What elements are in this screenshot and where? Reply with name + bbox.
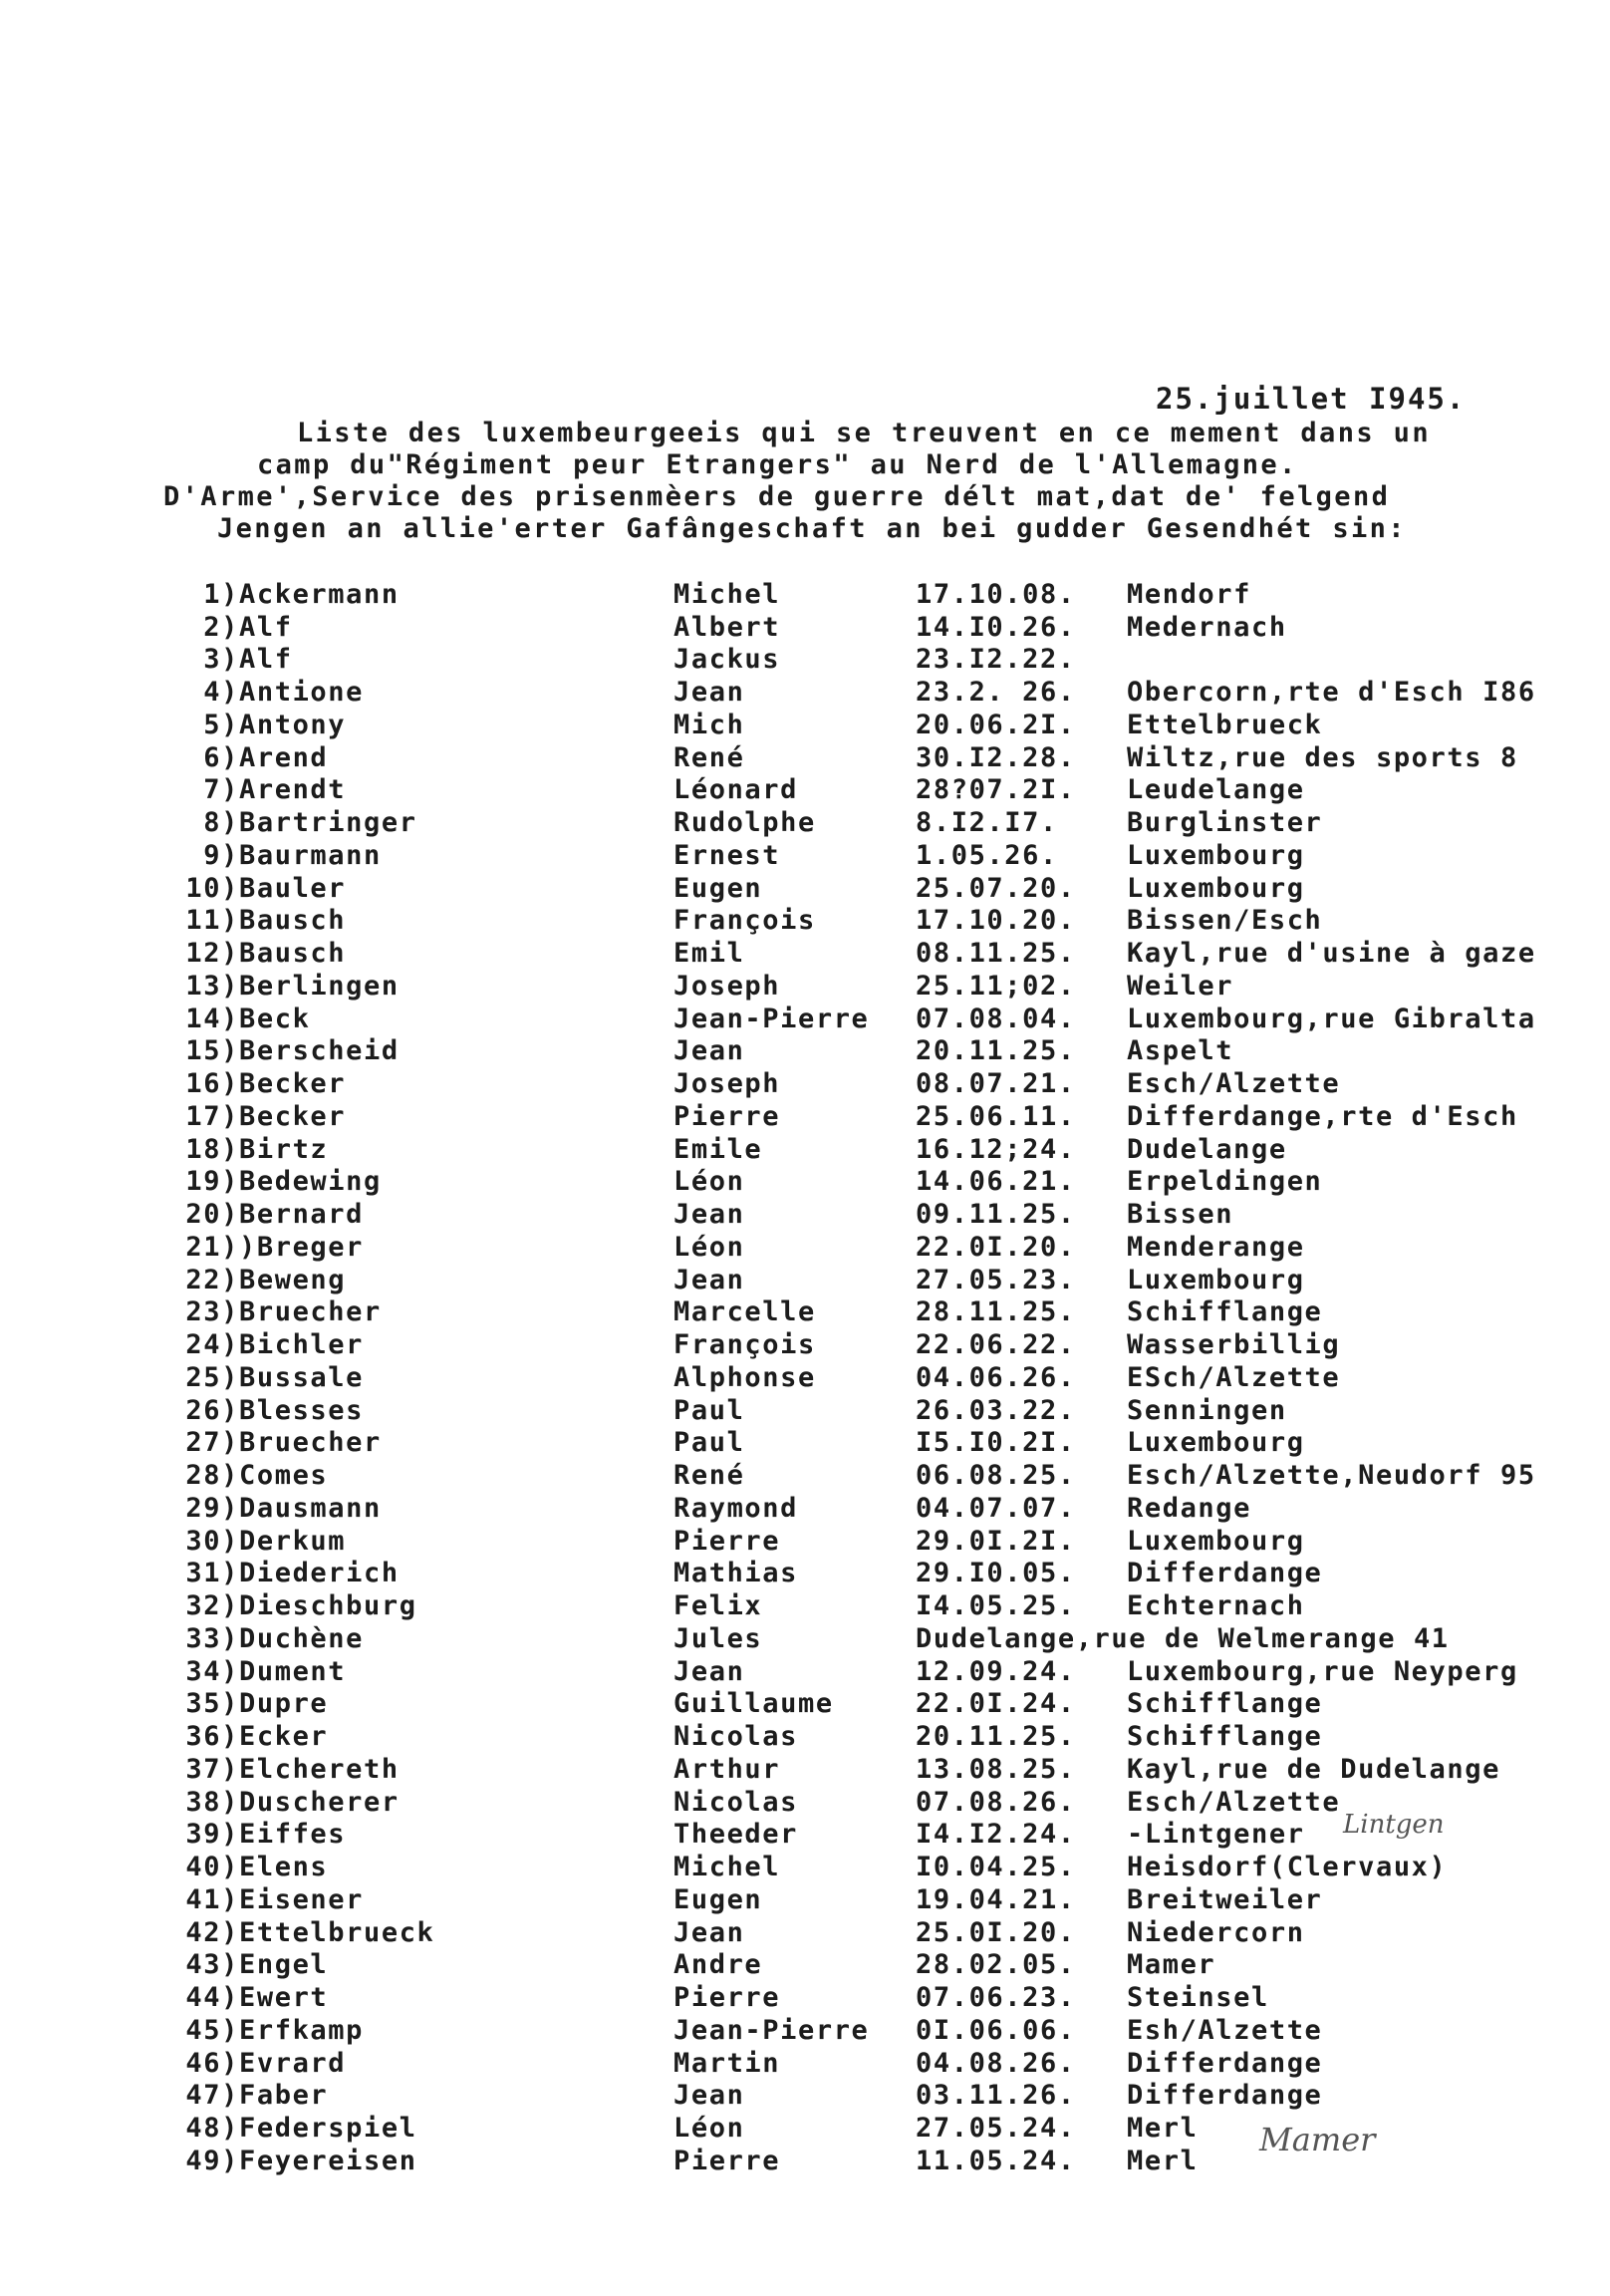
list-row <box>149 872 1595 905</box>
entry-birthdate: 20.11.25. <box>916 1721 1076 1753</box>
entry-number: 40) <box>185 1852 239 1883</box>
entry-firstname: François <box>673 905 816 937</box>
entry-number: 11) <box>185 905 239 937</box>
entry-surname: Beck <box>239 1003 311 1034</box>
entry-surname: Eisener <box>239 1883 364 1915</box>
entry-surname: Duscherer <box>239 1786 400 1818</box>
entry-firstname: Jean <box>673 1199 745 1231</box>
entry-number: 32) <box>185 1590 239 1622</box>
entry-birthdate: 08.11.25. <box>916 938 1076 970</box>
entry-firstname: Jean <box>673 677 745 709</box>
entry-number: 35) <box>185 1688 239 1720</box>
entry-birthdate: 03.11.26. <box>916 2080 1076 2112</box>
entry-number: 36) <box>185 1721 239 1753</box>
entry-birthdate: I4.05.25. <box>916 1590 1076 1622</box>
entry-residence: Luxembourg <box>1127 872 1305 904</box>
entry-surname: Dupre <box>239 1688 329 1720</box>
entry-firstname: Nicolas <box>673 1786 798 1818</box>
entry-surname: Bartringer <box>239 807 417 839</box>
entry-residence: Luxembourg,rue Neyperg <box>1127 1655 1518 1687</box>
entry-firstname: Theeder <box>673 1819 798 1851</box>
entry-residence: Obercorn,rte d'Esch I86 <box>1127 677 1536 709</box>
entry-surname: Bussale <box>239 1361 364 1393</box>
entry-birthdate: 07.08.26. <box>916 1786 1076 1818</box>
entry-surname: Baurmann <box>239 839 382 871</box>
entry-surname: Engel <box>239 1949 329 1981</box>
entry-surname: Beweng <box>239 1264 347 1295</box>
entry-birthdate: 07.08.04. <box>916 1003 1076 1034</box>
entry-number: 28) <box>185 1460 239 1492</box>
entry-birthdate: 28.02.05. <box>916 1949 1076 1981</box>
entry-number: 17) <box>185 1100 239 1132</box>
list-row <box>149 2047 1595 2080</box>
list-row <box>149 1720 1595 1753</box>
list-row <box>149 1361 1595 1394</box>
entry-birthdate: 25.0I.20. <box>916 1916 1076 1948</box>
entry-birthdate: 14.I0.26. <box>916 611 1076 643</box>
entry-firstname: Felix <box>673 1590 763 1622</box>
entry-firstname: Jean <box>673 1655 745 1687</box>
list-row <box>149 2080 1595 2113</box>
entry-surname: Bausch <box>239 938 347 970</box>
entry-residence <box>1127 644 1595 677</box>
entry-surname: Ackermann <box>239 578 400 610</box>
list-row <box>149 1753 1595 1786</box>
list-row <box>149 644 1595 677</box>
entry-birthdate: 26.03.22. <box>916 1394 1076 1426</box>
entry-surname: Antione <box>239 677 364 709</box>
entry-birthdate: 16.12;24. <box>916 1133 1076 1165</box>
entry-birthdate: 8.I2.I7. <box>916 807 1058 839</box>
entry-residence: Luxembourg,rue Gibralta <box>1127 1003 1536 1034</box>
entry-residence: Merl <box>1127 2113 1199 2145</box>
list-row <box>149 774 1595 807</box>
entry-firstname: Marcelle <box>673 1296 816 1328</box>
entry-firstname: Pierre <box>673 1982 781 2014</box>
entry-firstname: Jean-Pierre <box>673 1003 870 1034</box>
entry-birthdate: 08.07.21. <box>916 1068 1076 1100</box>
entry-birthdate: I5.I0.2I. <box>916 1427 1076 1459</box>
header-line-1: Liste des luxembeurgeeis qui se treuvent en ce mement dans un <box>297 418 1431 448</box>
entry-surname: Bausch <box>239 905 347 937</box>
entry-birthdate: 1.05.26. <box>916 839 1058 871</box>
entry-birthdate: 25.06.11. <box>916 1100 1076 1132</box>
list-row <box>149 1166 1595 1199</box>
entry-birthdate: 14.06.21. <box>916 1166 1076 1198</box>
list-row <box>149 1394 1595 1427</box>
entry-residence: Differdange <box>1127 1558 1323 1589</box>
list-row <box>149 839 1595 872</box>
entry-birthdate: 27.05.24. <box>916 2113 1076 2145</box>
entry-residence: Wiltz,rue des sports 8 <box>1127 741 1518 773</box>
entry-number: 46) <box>185 2047 239 2079</box>
entry-surname: Arendt <box>239 774 347 806</box>
list-row <box>149 1264 1595 1296</box>
entry-number: 43) <box>185 1949 239 1981</box>
list-row <box>149 1328 1595 1361</box>
entry-surname: Berscheid <box>239 1035 400 1067</box>
list-row <box>149 2112 1595 2145</box>
entry-birthdate: Dudelange,rue de Welmerange 41 <box>916 1622 1450 1654</box>
entry-birthdate: 30.I2.28. <box>916 741 1076 773</box>
entry-birthdate: 07.06.23. <box>916 1982 1076 2014</box>
entry-surname: Becker <box>239 1100 347 1132</box>
list-row <box>149 1622 1595 1655</box>
entry-birthdate: 09.11.25. <box>916 1199 1076 1231</box>
entry-firstname: Michel <box>673 578 781 610</box>
list-row <box>149 1655 1595 1688</box>
document-date: 25.juillet I945. <box>1156 382 1467 416</box>
entry-number: 33) <box>185 1622 239 1654</box>
entry-number: 2) <box>203 611 239 643</box>
entry-residence: Steinsel <box>1127 1982 1269 2014</box>
entry-residence: Menderange <box>1127 1231 1305 1263</box>
entry-birthdate: 23.I2.22. <box>916 644 1076 676</box>
entry-residence: Bissen <box>1127 1199 1234 1231</box>
entry-residence: Aspelt <box>1127 1035 1234 1067</box>
entry-birthdate: 13.08.25. <box>916 1753 1076 1785</box>
entry-residence: Differdange,rte d'Esch <box>1127 1100 1518 1132</box>
entry-surname: Antony <box>239 709 347 740</box>
entry-surname: Erfkamp <box>239 2014 364 2046</box>
entry-firstname: Jean <box>673 1035 745 1067</box>
list-row <box>149 806 1595 839</box>
entry-firstname: Mathias <box>673 1558 798 1589</box>
entry-residence: Esch/Alzette <box>1127 1786 1341 1818</box>
entry-firstname: Albert <box>673 611 781 643</box>
entry-firstname: Léon <box>673 2113 745 2145</box>
entry-number: 10) <box>185 872 239 904</box>
entry-residence: Differdange <box>1127 2047 1323 2079</box>
entry-firstname: Jules <box>673 1622 763 1654</box>
entry-number: 31) <box>185 1558 239 1589</box>
entry-surname: Bichler <box>239 1329 364 1361</box>
entry-surname: Dieschburg <box>239 1590 417 1622</box>
entry-residence: Heisdorf(Clervaux) <box>1127 1852 1448 1883</box>
entry-surname: Duchène <box>239 1622 364 1654</box>
entry-surname: Diederich <box>239 1558 400 1589</box>
entry-birthdate: 19.04.21. <box>916 1883 1076 1915</box>
entry-residence: Breitweiler <box>1127 1883 1323 1915</box>
entry-surname: Federspiel <box>239 2113 417 2145</box>
entry-residence: Esh/Alzette <box>1127 2014 1323 2046</box>
entry-number: 21) <box>185 1231 239 1263</box>
entry-surname: Ecker <box>239 1721 329 1753</box>
list-row <box>149 1035 1595 1068</box>
entry-number: 6) <box>203 741 239 773</box>
entry-number: 37) <box>185 1753 239 1785</box>
entry-birthdate: 25.07.20. <box>916 872 1076 904</box>
entry-residence: Ettelbrueck <box>1127 709 1323 740</box>
list-row <box>149 709 1595 741</box>
entry-number: 29) <box>185 1492 239 1524</box>
entry-firstname: François <box>673 1329 816 1361</box>
entry-surname: Dausmann <box>239 1492 382 1524</box>
entry-surname: Bauler <box>239 872 347 904</box>
list-row <box>149 1427 1595 1460</box>
entry-firstname: Léon <box>673 1231 745 1263</box>
entry-birthdate: 04.06.26. <box>916 1361 1076 1393</box>
entry-firstname: Mich <box>673 709 745 740</box>
entry-number: 26) <box>185 1394 239 1426</box>
entry-birthdate: 0I.06.06. <box>916 2014 1076 2046</box>
entry-birthdate: 28?07.2I. <box>916 774 1076 806</box>
list-row <box>149 611 1595 644</box>
entry-firstname: Guillaume <box>673 1688 834 1720</box>
entry-surname: Evrard <box>239 2047 347 2079</box>
entry-surname: Derkum <box>239 1525 347 1557</box>
entry-birthdate: 20.11.25. <box>916 1035 1076 1067</box>
entry-number: 14) <box>185 1003 239 1034</box>
list-row <box>149 741 1595 774</box>
entry-residence: Kayl,rue de Dudelange <box>1127 1753 1500 1785</box>
entry-residence: Schifflange <box>1127 1721 1323 1753</box>
entry-number: 30) <box>185 1525 239 1557</box>
entry-number: 12) <box>185 938 239 970</box>
entry-firstname: Andre <box>673 1949 763 1981</box>
entry-residence: Burglinster <box>1127 807 1323 839</box>
entry-firstname: Raymond <box>673 1492 798 1524</box>
prisoner-list <box>149 578 1595 2177</box>
list-row <box>149 2014 1595 2047</box>
entry-birthdate: 22.06.22. <box>916 1329 1076 1361</box>
entry-number: 44) <box>185 1982 239 2014</box>
entry-residence: Bissen/Esch <box>1127 905 1323 937</box>
list-row <box>149 1981 1595 2014</box>
entry-firstname: Jean <box>673 1916 745 1948</box>
entry-residence: Luxembourg <box>1127 1525 1305 1557</box>
entry-firstname: Pierre <box>673 1525 781 1557</box>
entry-birthdate: 29.I0.05. <box>916 1558 1076 1589</box>
entry-firstname: Emile <box>673 1133 763 1165</box>
entry-firstname: Eugen <box>673 872 763 904</box>
entry-residence: Weiler <box>1127 970 1234 1002</box>
entry-residence: ESch/Alzette <box>1127 1361 1341 1393</box>
entry-number: 9) <box>203 839 239 871</box>
entry-birthdate: 17.10.20. <box>916 905 1076 937</box>
entry-firstname: Paul <box>673 1427 745 1459</box>
entry-birthdate: I0.04.25. <box>916 1852 1076 1883</box>
header-line-2: camp du"Régiment peur Etrangers" au Nerd de l'Allemagne. <box>257 449 1298 480</box>
entry-residence: Echternach <box>1127 1590 1305 1622</box>
header-line-4: Jengen an allie'erter Gafângeschaft an bei gudder Gesendhét sin: <box>217 513 1407 544</box>
entry-residence: Mamer <box>1127 1949 1216 1981</box>
entry-birthdate: 04.08.26. <box>916 2047 1076 2079</box>
entry-residence: Luxembourg <box>1127 1427 1305 1459</box>
entry-number: 34) <box>185 1655 239 1687</box>
entry-firstname: Michel <box>673 1852 781 1883</box>
entry-number: 16) <box>185 1068 239 1100</box>
entry-residence: Mendorf <box>1127 578 1251 610</box>
entry-firstname: Léon <box>673 1166 745 1198</box>
list-row <box>149 1883 1595 1916</box>
entry-surname: Bruecher <box>239 1427 382 1459</box>
entry-firstname: Jackus <box>673 644 781 676</box>
entry-number: 1) <box>203 578 239 610</box>
entry-firstname: Paul <box>673 1394 745 1426</box>
entry-number: 48) <box>185 2113 239 2145</box>
entry-firstname: Rudolphe <box>673 807 816 839</box>
entry-number: 23) <box>185 1296 239 1328</box>
list-row <box>149 2145 1595 2177</box>
list-row <box>149 1296 1595 1329</box>
entry-birthdate: 12.09.24. <box>916 1655 1076 1687</box>
entry-surname: Berlingen <box>239 970 400 1002</box>
entry-firstname: Ernest <box>673 839 781 871</box>
entry-firstname: Jean-Pierre <box>673 2014 870 2046</box>
entry-firstname: Léonard <box>673 774 798 806</box>
entry-birthdate: 11.05.24. <box>916 2145 1076 2176</box>
list-row <box>149 1589 1595 1622</box>
list-row <box>149 1133 1595 1166</box>
entry-number: 39) <box>185 1819 239 1851</box>
entry-residence: Luxembourg <box>1127 839 1305 871</box>
entry-surname: Bedewing <box>239 1166 382 1198</box>
entry-firstname: Emil <box>673 938 745 970</box>
list-row <box>149 1067 1595 1100</box>
entry-number: 8) <box>203 807 239 839</box>
list-row <box>149 1949 1595 1982</box>
list-row <box>149 1003 1595 1035</box>
entry-firstname: René <box>673 741 745 773</box>
entry-number: 25) <box>185 1361 239 1393</box>
list-row <box>149 1525 1595 1558</box>
entry-surname: Elchereth <box>239 1753 400 1785</box>
entry-number: 49) <box>185 2145 239 2176</box>
entry-number: 15) <box>185 1035 239 1067</box>
entry-number: 41) <box>185 1883 239 1915</box>
entry-birthdate: 28.11.25. <box>916 1296 1076 1328</box>
entry-birthdate: I4.I2.24. <box>916 1819 1076 1851</box>
entry-residence: Medernach <box>1127 611 1287 643</box>
entry-birthdate: 29.0I.2I. <box>916 1525 1076 1557</box>
entry-residence: Erpeldingen <box>1127 1166 1323 1198</box>
entry-number: 4) <box>203 677 239 709</box>
entry-number: 19) <box>185 1166 239 1198</box>
entry-residence: Schifflange <box>1127 1688 1323 1720</box>
entry-firstname: Joseph <box>673 970 781 1002</box>
entry-birthdate: 04.07.07. <box>916 1492 1076 1524</box>
entry-residence: Niedercorn <box>1127 1916 1305 1948</box>
entry-surname: Ewert <box>239 1982 329 2014</box>
entry-firstname: Alphonse <box>673 1361 816 1393</box>
header-line-3: D'Arme',Service des prisenmèers de guerre délt mat,dat de' felgend <box>163 481 1391 512</box>
entry-surname: Birtz <box>239 1133 329 1165</box>
entry-residence: Wasserbillig <box>1127 1329 1341 1361</box>
entry-number: 27) <box>185 1427 239 1459</box>
entry-surname: Becker <box>239 1068 347 1100</box>
entry-residence: Esch/Alzette <box>1127 1068 1341 1100</box>
list-row <box>149 676 1595 709</box>
list-row <box>149 1688 1595 1721</box>
entry-residence: Senningen <box>1127 1394 1287 1426</box>
entry-surname: Eiffes <box>239 1819 347 1851</box>
list-row <box>149 1100 1595 1133</box>
entry-surname: Comes <box>239 1460 329 1492</box>
entry-birthdate: 22.0I.20. <box>916 1231 1076 1263</box>
entry-surname: Bernard <box>239 1199 364 1231</box>
entry-firstname: René <box>673 1460 745 1492</box>
list-row <box>149 1459 1595 1492</box>
list-row <box>149 1492 1595 1525</box>
entry-number: 5) <box>203 709 239 740</box>
entry-birthdate: 20.06.2I. <box>916 709 1076 740</box>
entry-number: 47) <box>185 2080 239 2112</box>
entry-firstname: Joseph <box>673 1068 781 1100</box>
entry-surname: Alf <box>239 644 293 676</box>
entry-firstname: Jean <box>673 1264 745 1295</box>
entry-number: 24) <box>185 1329 239 1361</box>
entry-birthdate: 25.11;02. <box>916 970 1076 1002</box>
entry-firstname: Nicolas <box>673 1721 798 1753</box>
list-row <box>149 937 1595 970</box>
list-row <box>149 970 1595 1003</box>
entry-number: 20) <box>185 1199 239 1231</box>
entry-firstname: Pierre <box>673 2145 781 2176</box>
entry-number: 38) <box>185 1786 239 1818</box>
entry-surname: Blesses <box>239 1394 364 1426</box>
entry-surname: Dument <box>239 1655 347 1687</box>
entry-firstname: Eugen <box>673 1883 763 1915</box>
handwritten-note-mamer: Mamer <box>1259 2121 1376 2158</box>
entry-residence: -Lintgener <box>1127 1819 1305 1851</box>
handwritten-note-lintgen: Lintgen <box>1343 1810 1445 1840</box>
entry-residence: Leudelange <box>1127 774 1305 806</box>
entry-residence: Redange <box>1127 1492 1251 1524</box>
entry-number: 22) <box>185 1264 239 1295</box>
entry-firstname: Arthur <box>673 1753 781 1785</box>
entry-birthdate: 22.0I.24. <box>916 1688 1076 1720</box>
entry-residence: Schifflange <box>1127 1296 1323 1328</box>
entry-residence: Dudelange <box>1127 1133 1287 1165</box>
entry-surname: Ettelbrueck <box>239 1916 435 1948</box>
entry-residence: Luxembourg <box>1127 1264 1305 1295</box>
entry-surname: Bruecher <box>239 1296 382 1328</box>
entry-firstname: Jean <box>673 2080 745 2112</box>
entry-number: 18) <box>185 1133 239 1165</box>
entry-surname: Feyereisen <box>239 2145 417 2176</box>
entry-number: 7) <box>203 774 239 806</box>
list-row <box>149 1231 1595 1264</box>
list-row <box>149 1851 1595 1883</box>
list-row <box>149 905 1595 938</box>
entry-birthdate: 23.2. 26. <box>916 677 1076 709</box>
entry-surname: Alf <box>239 611 293 643</box>
entry-birthdate: 17.10.08. <box>916 578 1076 610</box>
entry-firstname: Martin <box>673 2047 781 2079</box>
list-row <box>149 1558 1595 1590</box>
entry-birthdate: 27.05.23. <box>916 1264 1076 1295</box>
list-row <box>149 1198 1595 1231</box>
entry-residence: Esch/Alzette,Neudorf 95 <box>1127 1460 1536 1492</box>
entry-residence: Differdange <box>1127 2080 1323 2112</box>
entry-number: 13) <box>185 970 239 1002</box>
entry-residence: Kayl,rue d'usine à gaze <box>1127 938 1536 970</box>
entry-residence: Merl <box>1127 2145 1199 2176</box>
entry-birthdate: 06.08.25. <box>916 1460 1076 1492</box>
entry-number: 45) <box>185 2014 239 2046</box>
list-row <box>149 578 1595 611</box>
entry-number: 3) <box>203 644 239 676</box>
entry-surname: )Breger <box>239 1231 364 1263</box>
entry-firstname: Pierre <box>673 1100 781 1132</box>
entry-number: 42) <box>185 1916 239 1948</box>
entry-surname: Arend <box>239 741 329 773</box>
entry-surname: Elens <box>239 1852 329 1883</box>
list-row <box>149 1916 1595 1949</box>
entry-surname: Faber <box>239 2080 329 2112</box>
